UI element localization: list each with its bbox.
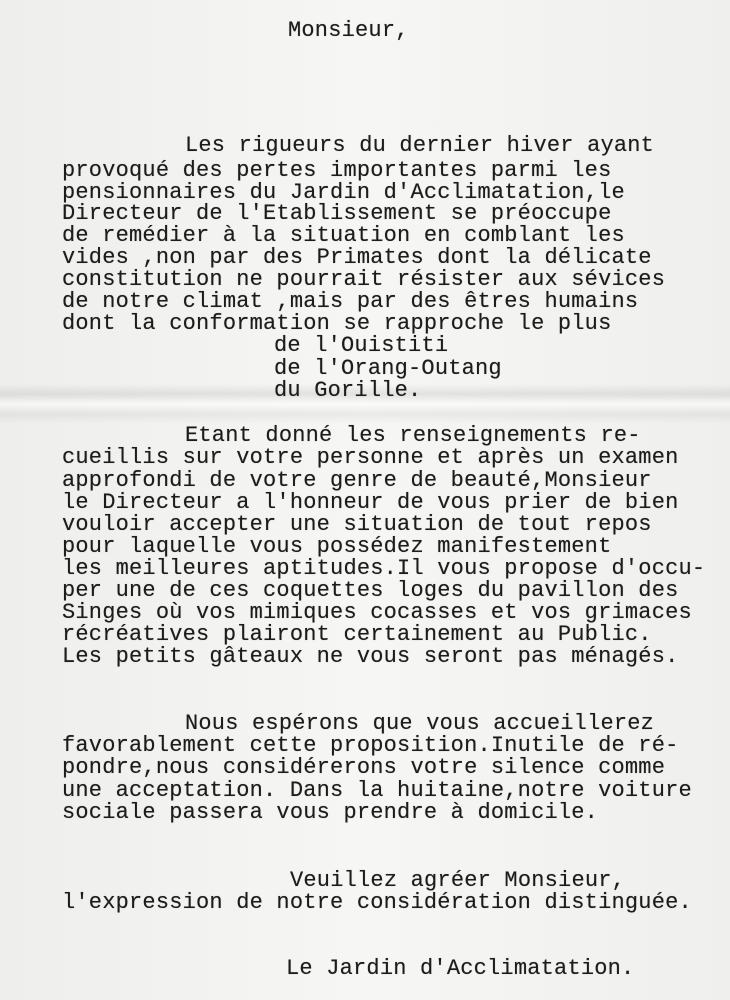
paragraph1-line-1: Les rigueurs du dernier hiver ayant [185,133,655,158]
list-item-gorille: du Gorille. [274,378,422,403]
paragraph2-line-2: cueillis sur votre personne et après un examen [62,445,679,470]
paragraph3-line-3: pondre,nous considérerons votre silence comme [62,755,666,780]
paragraph1-line-4: Directeur de l'Etablissement se préoccupe [62,201,612,226]
paragraph2-line-9: Singes où vos mimiques cocasses et vos grimaces [62,600,692,625]
paragraph2-line-7: les meilleures aptitudes.Il vous propose d'occu- [62,556,706,581]
closing-line-2: l'expression de notre considération distinguée. [62,890,692,915]
paragraph1-line-2: provoqué des pertes importantes parmi les [62,158,612,183]
paragraph1-line-8: de notre climat ,mais par des êtres humains [62,289,639,314]
paragraph2-line-10: récréatives plairont certainement au Public. [62,622,652,647]
paragraph3-line-1: Nous espérons que vous accueillerez [185,711,655,736]
closing-line-1: Veuillez agréer Monsieur, [290,868,626,893]
list-item-ouistiti: de l'Ouistiti [274,333,449,358]
paragraph3-line-5: sociale passera vous prendre à domicile. [62,800,599,825]
paragraph2-line-5: vouloir accepter une situation de tout repos [62,512,652,537]
paragraph2-line-11: Les petits gâteaux ne vous seront pas ménagés. [62,644,679,669]
paragraph1-line-9: dont la conformation se rapproche le plus [62,311,612,336]
paragraph2-line-4: le Directeur a l'honneur de vous prier de bien [62,490,679,515]
paragraph1-line-7: constitution ne pourrait résister aux sévices [62,267,666,292]
paragraph2-line-1: Etant donné les renseignements re- [185,423,641,448]
paragraph2-line-8: per une de ces coquettes loges du pavillon des [62,578,679,603]
paragraph1-line-3: pensionnaires du Jardin d'Acclimatation,le [62,180,625,205]
paragraph3-line-2: favorablement cette proposition.Inutile de ré- [62,733,679,758]
paragraph3-line-4: une acceptation. Dans la huitaine,notre voiture [62,778,692,803]
paragraph1-line-5: de remédier à la situation en comblant les [62,223,625,248]
paragraph1-line-6: vides ,non par des Primates dont la délicate [62,245,652,270]
paragraph2-line-3: approfondi de votre genre de beauté,Monsieur [62,468,652,493]
paragraph2-line-6: pour laquelle vous possédez manifestement [62,534,612,559]
salutation: Monsieur, [288,18,409,43]
list-item-orang-outang: de l'Orang-Outang [274,356,502,381]
signature: Le Jardin d'Acclimatation. [286,956,635,981]
